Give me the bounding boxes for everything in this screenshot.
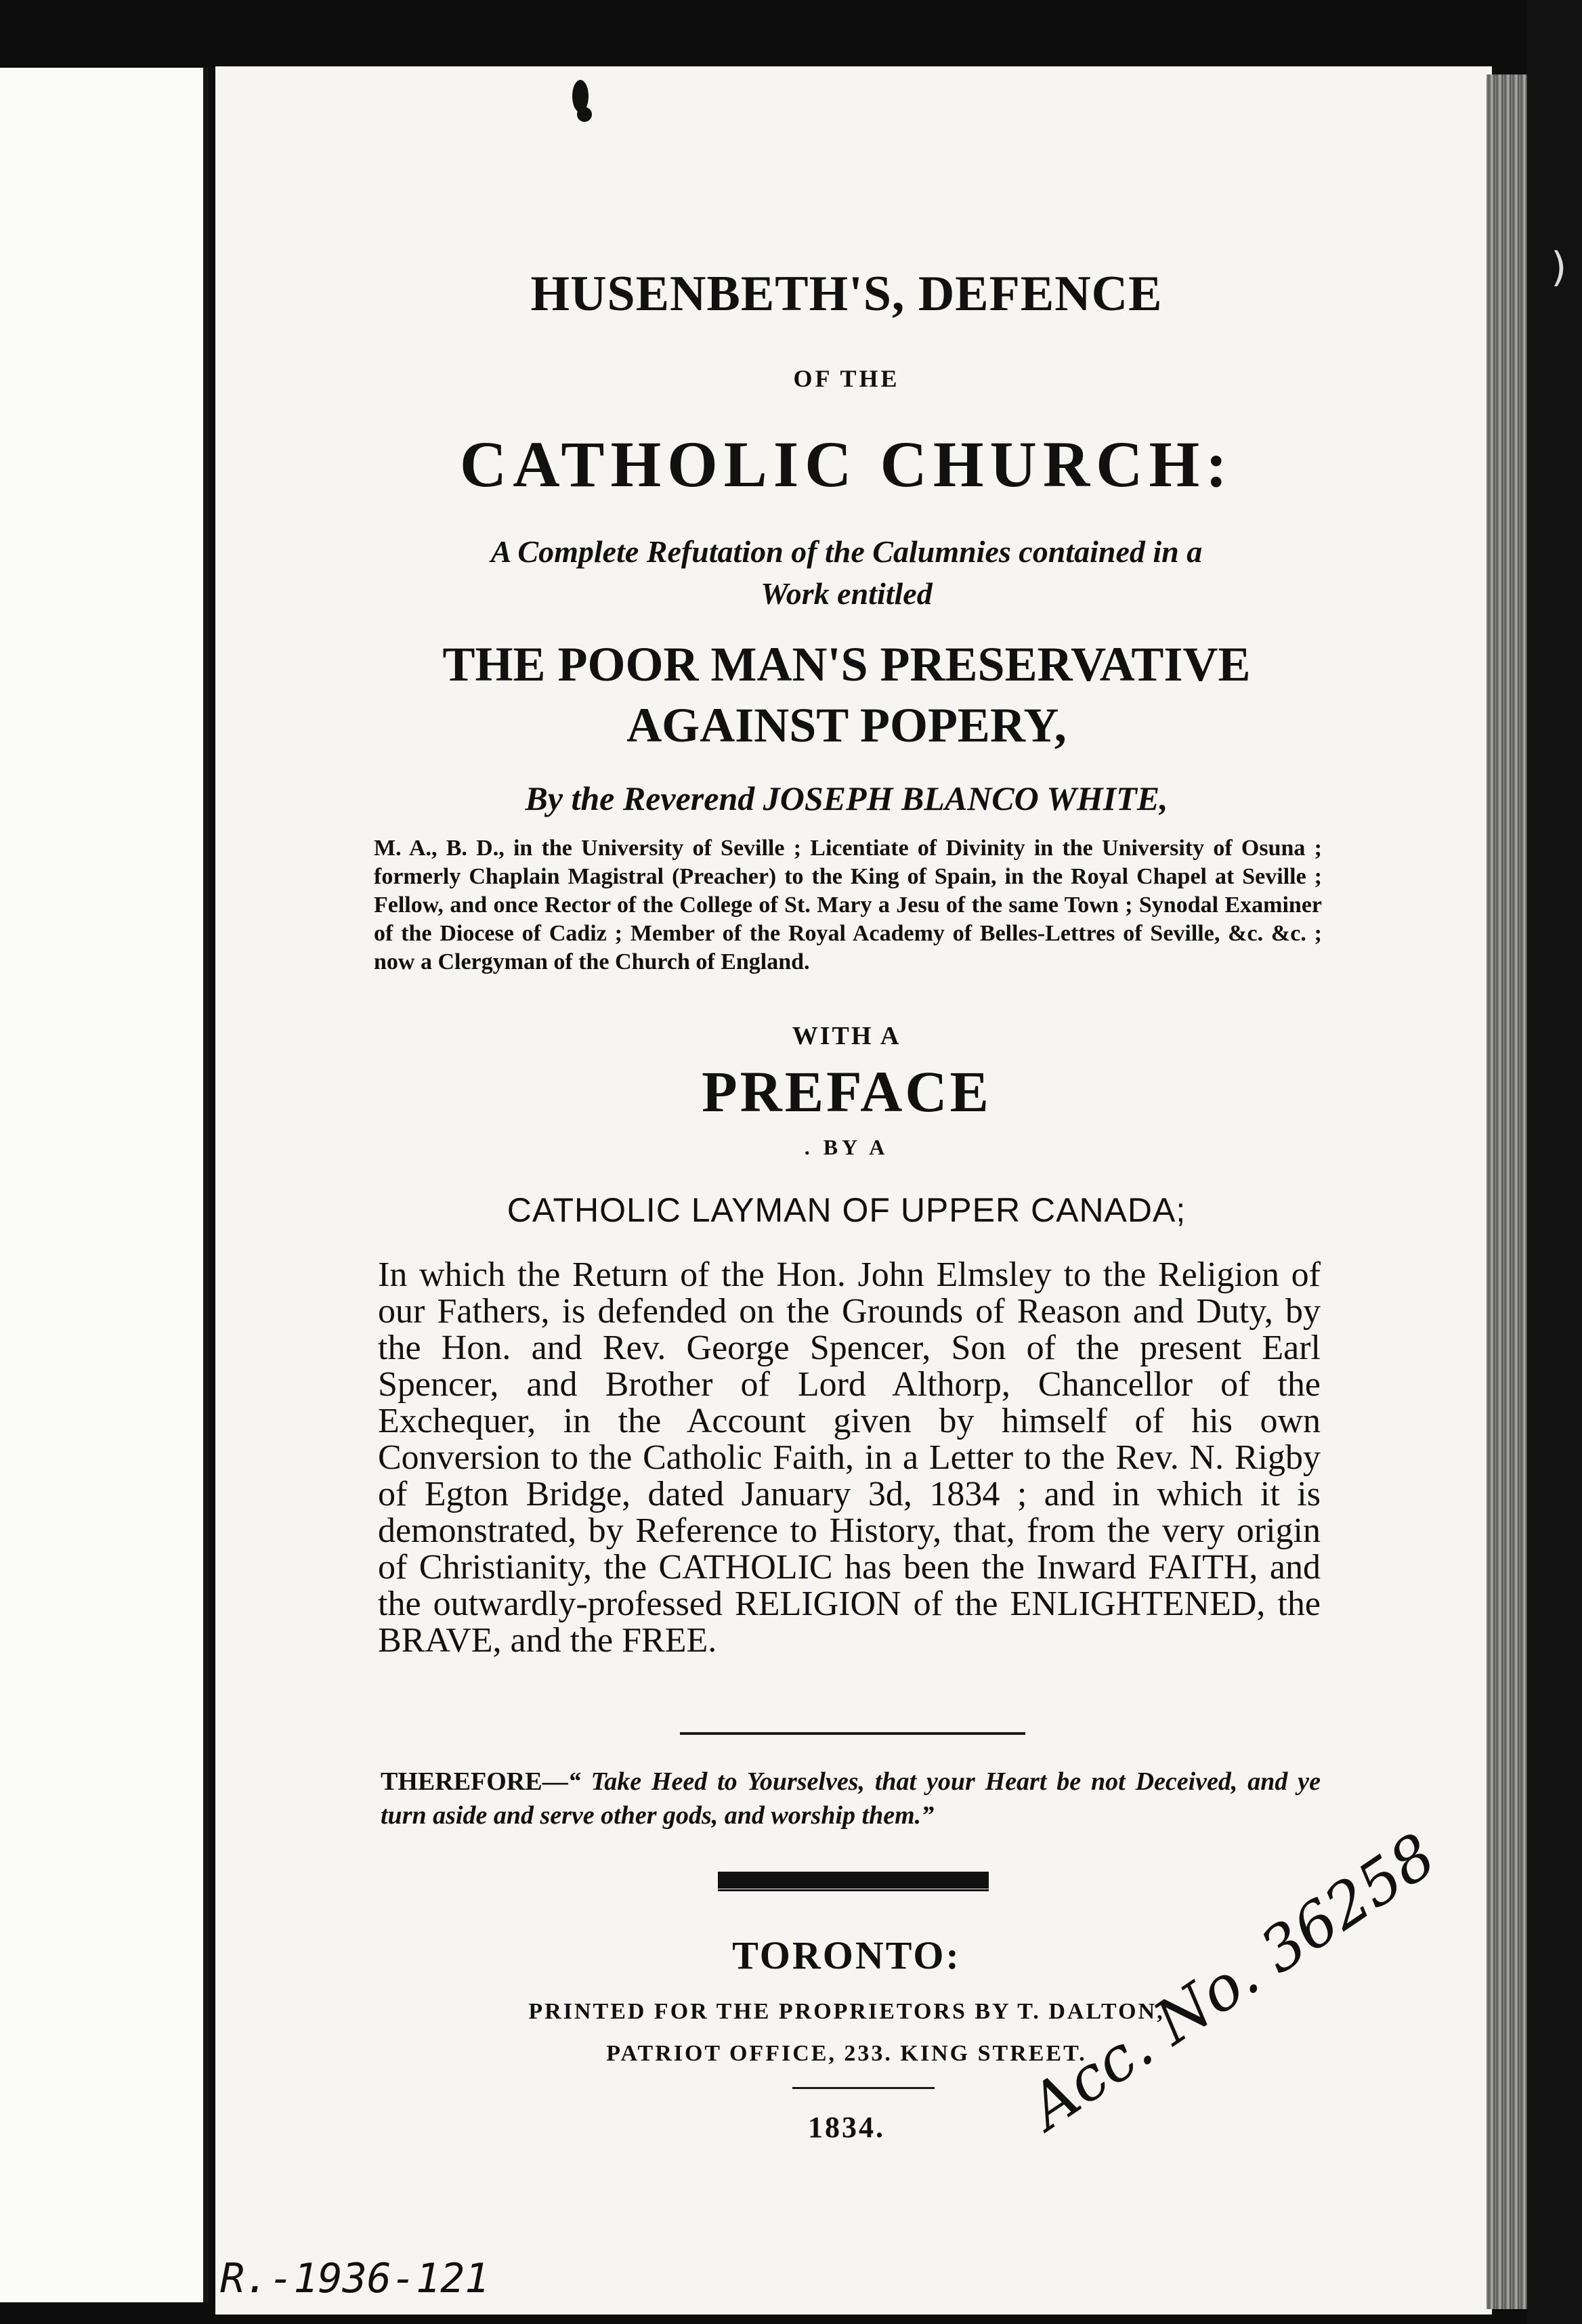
imprint-place: TORONTO: [732, 1933, 961, 1977]
printer-line-1: PRINTED FOR THE PROPRIETORS BY T. DALTON, [528, 1999, 1165, 2024]
subtitle-line-2: Work entitled [761, 576, 933, 611]
divider-rule [680, 1732, 1025, 1735]
catholic-layman: CATHOLIC LAYMAN OF UPPER CANADA; [507, 1191, 1186, 1229]
facing-page [0, 68, 209, 2302]
description-paragraph: In which the Return of the Hon. John Elmsley to the Religion of our Fathers, is defended on the Grounds of Reason and Duty, by the Hon. and Rev. George Spencer, Son of the present Earl Spencer, and Brother of Lord Althorp, Chancellor of the Exchequer, in the Account given by himself of his own Conversion to the Catholic Faith, in a Letter to the Rev. N. Rigby of Egton Bridge, dated January 3d, 1834 ; and in which it is demonstrated, by Reference to History, that, from the very origin of Christianity, the CATHOLIC has been the Inward FAITH, and the outwardly-professed RELIGION of the ENLIGHTENED, the BRAVE, and the FREE. [378, 1255, 1321, 1660]
thick-rule [718, 1872, 989, 1889]
imprint-year: 1834. [808, 2111, 885, 2144]
short-rule [792, 2087, 935, 2089]
handwritten-accession-number: Acc. No. 36258 [1017, 1820, 1449, 2143]
title-line-2: CATHOLIC CHURCH: [459, 428, 1234, 500]
printer-line-2: PATRIOT OFFICE, 233. KING STREET. [606, 2041, 1087, 2066]
work-title-line-2: AGAINST POPERY, [626, 698, 1067, 752]
subtitle-line-1: A Complete Refutation of the Calumnies contained in a [490, 534, 1203, 569]
ink-blot-mark-2 [577, 107, 592, 122]
epigraph-lead: THEREFORE— [381, 1767, 568, 1796]
author-byline: By the Reverend JOSEPH BLANCO WHITE, [525, 779, 1168, 817]
title-line-1: HUSENBETH'S, DEFENCE [530, 266, 1163, 322]
epigraph [381, 1765, 1321, 1832]
handwritten-call-number: R.-1936-121 [220, 2255, 490, 2302]
epigraph-text: “ Take Heed to Yourselves, that your Heart be not Deceived, and ye turn aside and serve other gods, and worship them.” [381, 1767, 1321, 1830]
work-title-line-1: THE POOR MAN'S PRESERVATIVE [442, 637, 1251, 691]
thin-rule [718, 1889, 989, 1891]
page-edges [1487, 74, 1527, 2309]
of-the: OF THE [793, 365, 900, 392]
by-a: . BY A [804, 1135, 889, 1159]
with-a: WITH A [792, 1022, 901, 1050]
scan-background [1527, 0, 1582, 2324]
edge-mark: ) [1551, 244, 1567, 291]
preface-heading: PREFACE [702, 1059, 991, 1124]
author-credentials: M. A., B. D., in the University of Seville ; Licentiate of Divinity in the University of Osuna ; formerly Chaplain Magistral (Preacher) to the King of Spain, in the Royal Chapel at Seville ; Fellow, and once Rector of the College of St. Mary a Jesu of the same Town ; Synodal Examiner of the Diocese of Cadiz ; Member of the Royal Academy of Belles-Lettres of Seville, &c. &c. ; now a Clergyman of the Church of England. [374, 836, 1322, 974]
